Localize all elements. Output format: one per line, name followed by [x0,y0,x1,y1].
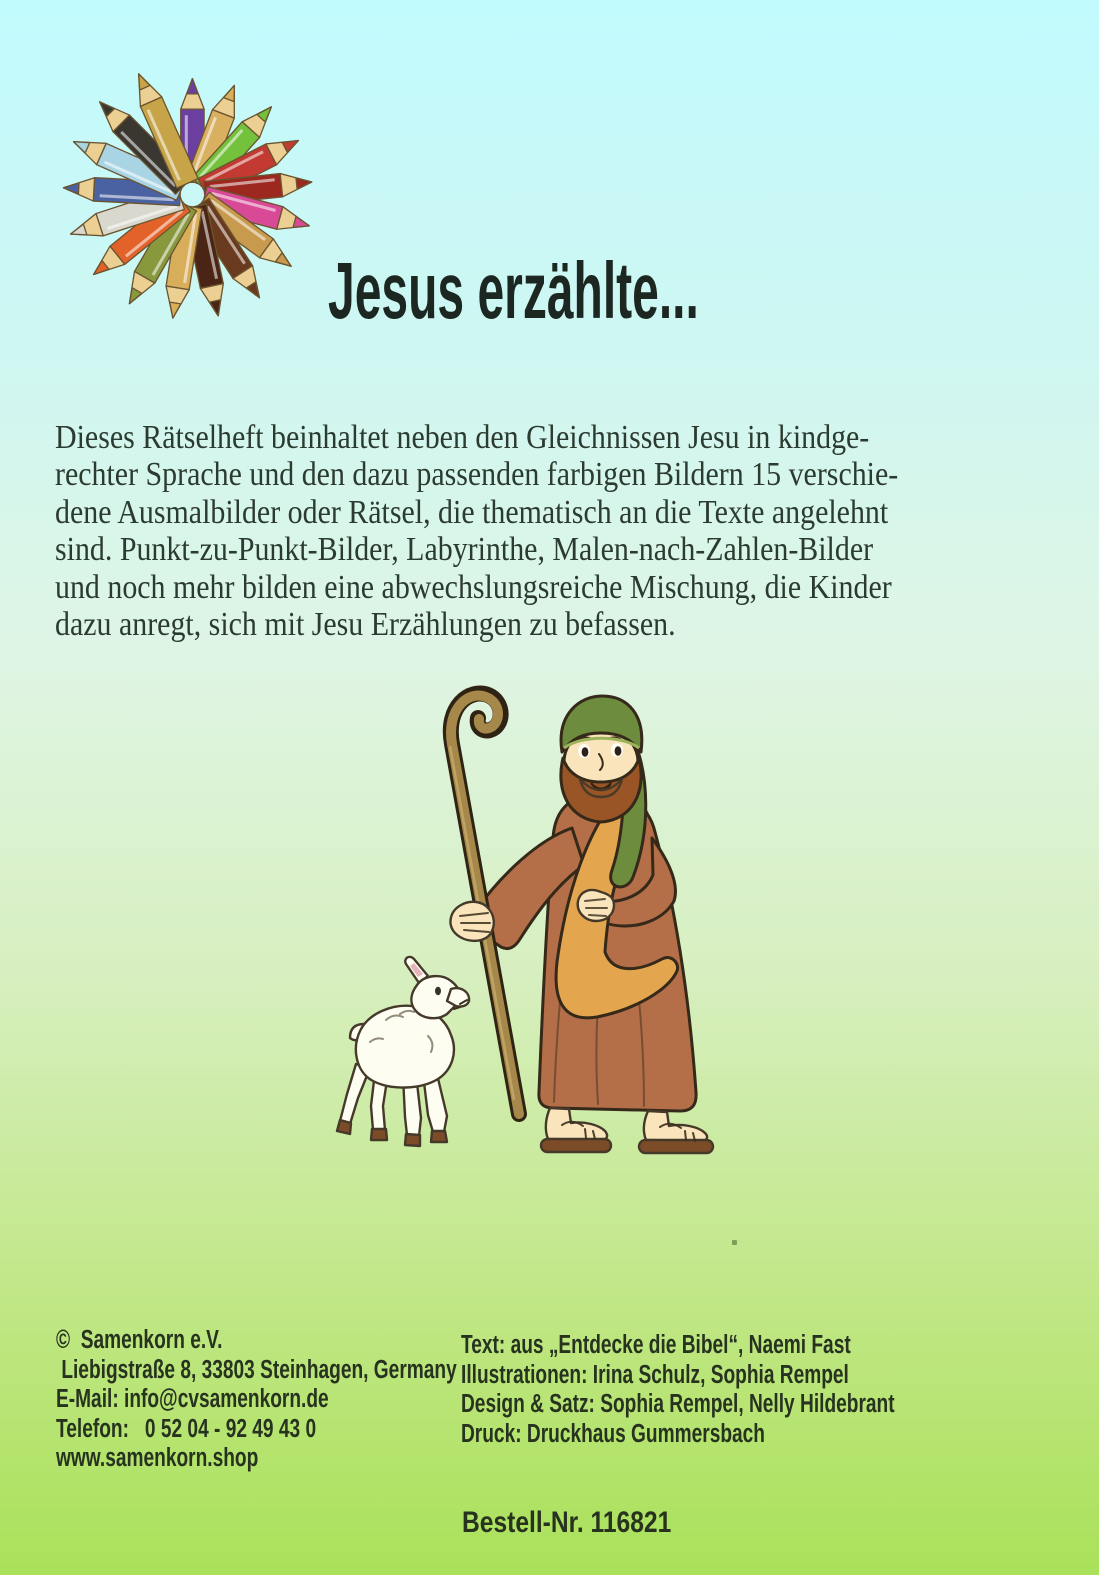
credit-print-line: Druck: Druckhaus Gummersbach [461,1419,765,1448]
credit-text-line: Text: aus „Entdecke die Bibel“, Naemi Fast [461,1331,851,1359]
phone-line: Telefon: 0 52 04 - 92 49 43 0 [56,1414,317,1443]
intro-line: und noch mehr bilden eine abwechslungsreiche Mischung, die Kinder [55,568,892,606]
intro-line: dazu anregt, sich mit Jesu Erzählungen zu befassen. [55,606,676,644]
order-number: Bestell-Nr. 116821 [462,1506,672,1539]
print-artifact-dot [732,1240,737,1245]
shepherd-with-lamb-illustration [300,680,750,1180]
intro-line: Dieses Rätselheft beinhaltet neben den Gleichnissen Jesu in kindge- [55,419,870,456]
intro-line: sind. Punkt-zu-Punkt-Bilder, Labyrinthe, Malen-nach-Zahlen-Bilder [55,531,874,569]
intro-line: rechter Sprache und den dazu passenden farbigen Bildern 15 verschie- [55,456,899,494]
address-line: Liebigstraße 8, 33803 Steinhagen, Germany [56,1355,457,1384]
credits-info [461,1331,1039,1449]
copyright-line: © Samenkorn e.V. [56,1326,223,1354]
website-line: www.samenkorn.shop [56,1444,259,1473]
gripping-hand [450,902,493,941]
intro-paragraph [55,419,898,643]
credit-design-line: Design & Satz: Sophia Rempel, Nelly Hildebrant [461,1390,895,1419]
page-title: Jesus erzählte... [328,246,699,335]
credit-illustrations-line: Illustrationen: Irina Schulz, Sophia Rempel [461,1360,849,1389]
colored-pencils-icon [50,40,345,345]
intro-line: dene Ausmalbilder oder Rätsel, die thematisch an die Texte angelehnt [55,493,889,531]
lamb-icon [337,957,469,1146]
email-line: E-Mail: info@cvsamenkorn.de [56,1385,329,1414]
